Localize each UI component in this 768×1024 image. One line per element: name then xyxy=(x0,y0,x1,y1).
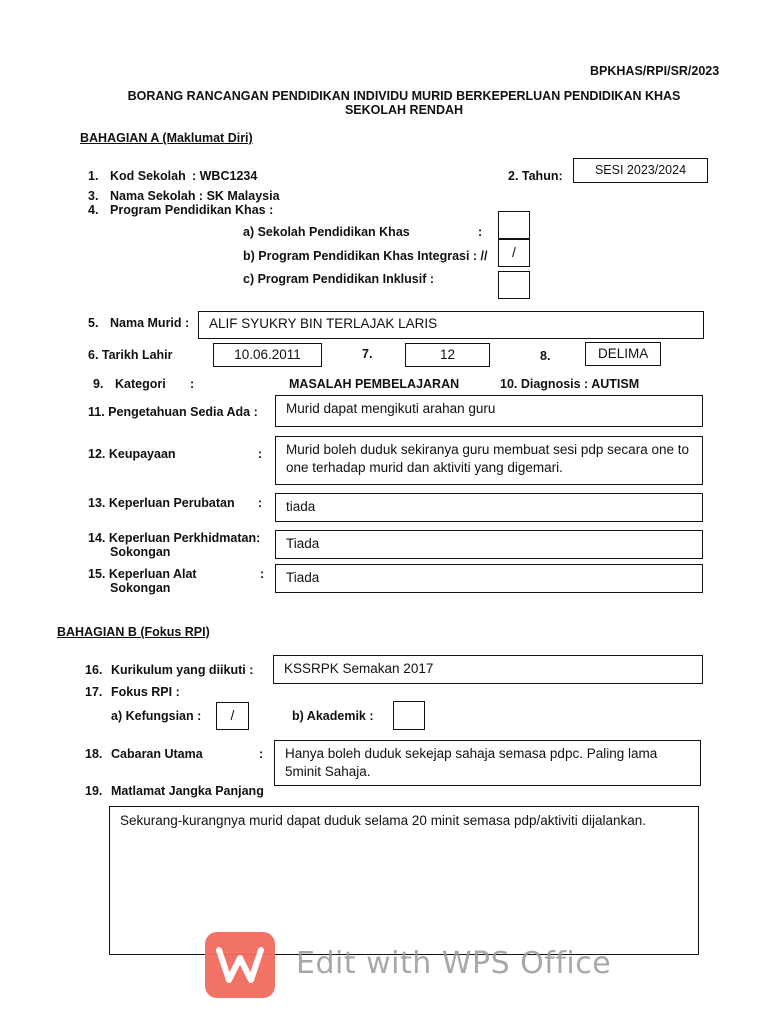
cabaran-number: 18. xyxy=(85,747,103,761)
kategori-value: MASALAH PEMBELAJARAN xyxy=(289,377,460,391)
field-7-value[interactable]: 12 xyxy=(405,343,490,367)
perkhidmatan-label-2: Sokongan xyxy=(110,545,171,559)
diagnosis: 10. Diagnosis : AUTISM xyxy=(500,377,640,391)
section-b-heading: BAHAGIAN B (Fokus RPI) xyxy=(57,625,210,639)
matlamat-label: Matlamat Jangka Panjang xyxy=(111,784,264,798)
tahun-label: 2. Tahun: xyxy=(508,169,563,183)
akademik-checkbox[interactable] xyxy=(393,701,425,730)
form-code: BPKHAS/RPI/SR/2023 xyxy=(590,64,720,78)
kategori-colon: : xyxy=(190,377,195,391)
program-a-checkbox[interactable] xyxy=(498,211,530,239)
perkhidmatan-label-1: 14. Keperluan Perkhidmatan: xyxy=(88,531,261,545)
program-c-label: c) Program Pendidikan Inklusif : xyxy=(243,272,435,286)
tahun-field[interactable]: SESI 2023/2024 xyxy=(573,158,708,183)
cabaran-field[interactable]: Hanya boleh duduk sekejap sahaja semasa pdpc. Paling lama 5minit Sahaja. xyxy=(274,740,701,786)
wps-logo-icon xyxy=(205,932,275,998)
kurikulum-field[interactable]: KSSRPK Semakan 2017 xyxy=(273,655,703,684)
perubatan-field[interactable]: tiada xyxy=(275,493,703,522)
program-c-checkbox[interactable] xyxy=(498,271,530,299)
tarikh-lahir-field[interactable]: 10.06.2011 xyxy=(213,343,322,367)
kategori-number: 9. xyxy=(93,377,104,391)
kefungsian-checkbox[interactable]: / xyxy=(216,702,249,730)
field-7-label: 7. xyxy=(362,347,373,361)
form-title-line1: BORANG RANCANGAN PENDIDIKAN INDIVIDU MURID BERKEPERLUAN PENDIDIKAN KHAS xyxy=(127,89,681,103)
keupayaan-field[interactable]: Murid boleh duduk sekiranya guru membuat sesi pdp secara one to one terhadap murid dan aktiviti yang digemari. xyxy=(275,436,703,485)
alat-colon: : xyxy=(260,567,265,581)
alat-label-2: Sokongan xyxy=(110,581,171,595)
program-a-label: a) Sekolah Pendidikan Khas xyxy=(243,225,410,239)
tarikh-lahir-label: 6. Tarikh Lahir xyxy=(88,348,173,362)
alat-label-1: 15. Keperluan Alat xyxy=(88,567,197,581)
perkhidmatan-field[interactable]: Tiada xyxy=(275,530,703,559)
matlamat-number: 19. xyxy=(85,784,103,798)
pengetahuan-label: 11. Pengetahuan Sedia Ada : xyxy=(88,405,258,419)
kod-sekolah-label: Kod Sekolah xyxy=(110,169,186,183)
fokus-label: Fokus RPI : xyxy=(111,685,180,699)
program-a-colon: : xyxy=(478,225,483,239)
program-label: Program Pendidikan Khas : xyxy=(110,203,274,217)
pengetahuan-field[interactable]: Murid dapat mengikuti arahan guru xyxy=(275,395,703,427)
keupayaan-label: 12. Keupayaan xyxy=(88,447,176,461)
program-b-label: b) Program Pendidikan Khas Integrasi : // xyxy=(243,249,488,263)
kefungsian-label: a) Kefungsian : xyxy=(111,709,202,723)
nama-murid-number: 5. xyxy=(88,316,99,330)
program-number: 4. xyxy=(88,203,99,217)
nama-murid-field[interactable]: ALIF SYUKRY BIN TERLAJAK LARIS xyxy=(198,311,704,339)
program-b-checkbox[interactable]: / xyxy=(498,239,530,267)
perubatan-colon: : xyxy=(258,496,263,510)
field-8-label: 8. xyxy=(540,349,551,363)
alat-field[interactable]: Tiada xyxy=(275,564,703,593)
form-title-line2: SEKOLAH RENDAH xyxy=(344,103,464,117)
kod-sekolah-value: : WBC1234 xyxy=(192,169,258,183)
keupayaan-colon: : xyxy=(258,447,263,461)
akademik-label: b) Akademik : xyxy=(292,709,374,723)
matlamat-field[interactable]: Sekurang-kurangnya murid dapat duduk selama 20 minit semasa pdp/aktiviti dijalankan. xyxy=(109,806,699,955)
section-a-heading: BAHAGIAN A (Maklumat Diri) xyxy=(80,131,253,145)
nama-sekolah: Nama Sekolah : SK Malaysia xyxy=(110,189,280,203)
nama-murid-label: Nama Murid : xyxy=(110,316,190,330)
fokus-number: 17. xyxy=(85,685,103,699)
field-8-value[interactable]: DELIMA xyxy=(585,342,661,366)
kod-sekolah-number: 1. xyxy=(88,169,99,183)
perubatan-label: 13. Keperluan Perubatan xyxy=(88,496,235,510)
watermark-text: Edit with WPS Office xyxy=(296,946,612,981)
kurikulum-number: 16. xyxy=(85,663,103,677)
nama-sekolah-number: 3. xyxy=(88,189,99,203)
kurikulum-label: Kurikulum yang diikuti : xyxy=(111,663,254,677)
cabaran-label: Cabaran Utama xyxy=(111,747,203,761)
cabaran-colon: : xyxy=(259,747,264,761)
kategori-label: Kategori xyxy=(115,377,166,391)
